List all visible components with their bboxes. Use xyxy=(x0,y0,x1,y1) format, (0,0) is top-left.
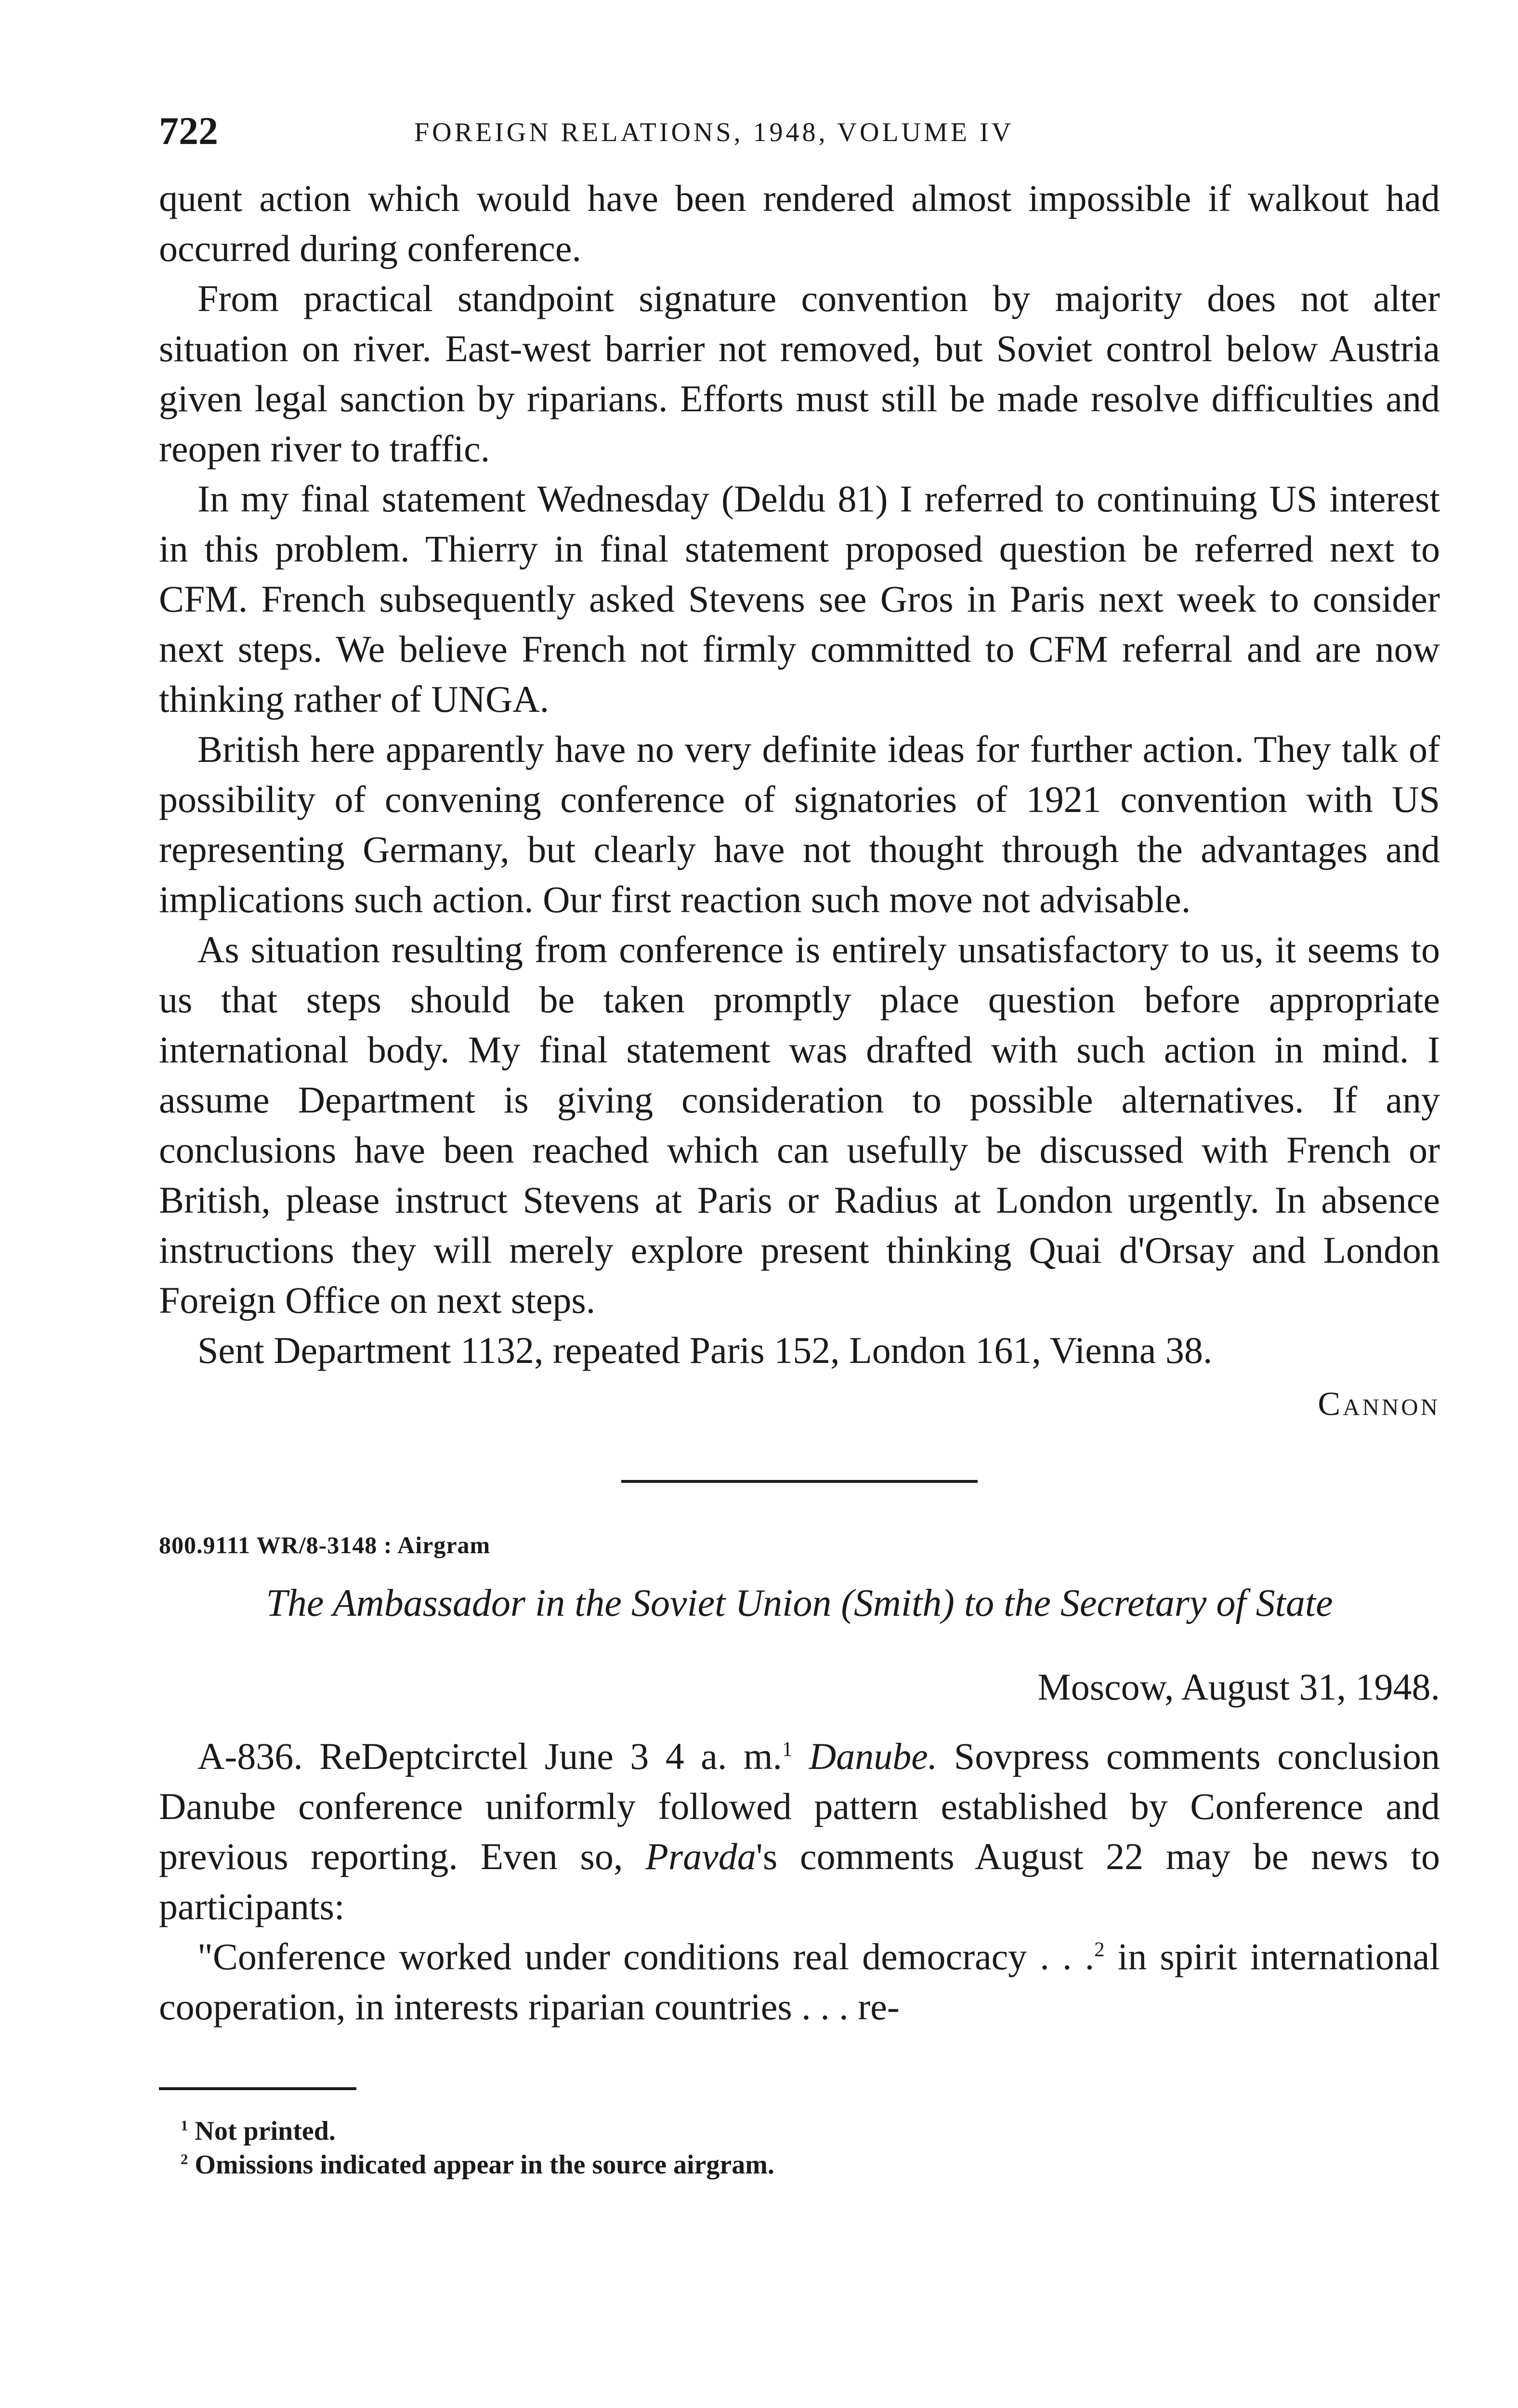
text-run: in spirit international cooperation, in interests riparian countries . . . re- xyxy=(159,1936,1440,2028)
page-number: 722 xyxy=(159,109,218,153)
running-head xyxy=(159,108,1440,161)
text-run: Sovpress comments conclusion Danube conference uniformly followed pattern established by Conference and previous reporting. Even so, xyxy=(159,1735,1440,1877)
text-run: A-836. ReDeptcirctel June 3 4 a. m. xyxy=(197,1735,782,1777)
paragraph xyxy=(159,1932,1440,2032)
document-page xyxy=(159,108,1440,2182)
footnote-mark: 2 xyxy=(181,2151,188,2168)
paragraph: quent action which would have been rendered almost impossible if walkout had occurred during conference. xyxy=(159,177,1440,269)
file-reference: 800.9111 WR/8-3148 : Airgram xyxy=(159,1531,491,1558)
paragraph: From practical standpoint signature convention by majority does not alter situation on river. East-west barrier not removed, but Soviet control below Austria given legal sanction by riparians. Efforts must still be made resolve difficulties and reopen river to traffic. xyxy=(159,277,1440,470)
airgram-body xyxy=(159,1731,1440,2032)
dateline: Moscow, August 31, 1948. xyxy=(1037,1666,1440,1708)
footnote-mark: 1 xyxy=(181,2117,188,2134)
paragraph xyxy=(159,1731,1440,1932)
footnote xyxy=(159,2148,1440,2182)
running-title: FOREIGN RELATIONS, 1948, VOLUME IV xyxy=(414,118,1014,147)
footnote xyxy=(159,2114,1440,2148)
footnotes xyxy=(159,2114,1440,2182)
text-run: 's comments August 22 may be news to participants: xyxy=(159,1835,1440,1927)
paragraph: As situation resulting from conference is entirely unsatisfactory to us, it seems to us that steps should be taken promptly place question before appropriate international body. My final statement was drafted with such action in mind. I assume Department is giving consideration to possible alternatives. If any conclusions have been reached which can usefully be discussed with French or British, please instruct Stevens at Paris or Radius at London urgently. In absence instructions they will merely explore present thinking Quai d'Orsay and London Foreign Office on next steps. xyxy=(159,929,1440,1321)
paragraph: British here apparently have no very definite ideas for further action. They talk of possibility of convening conference of signatories of 1921 convention with US representing Germany, but clearly have not thought through the advantages and implications such action. Our first reaction such move not advisable. xyxy=(159,728,1440,920)
distribution-line: Sent Department 1132, repeated Paris 152, London 161, Vienna 38. xyxy=(197,1329,1213,1371)
footnote-text: Not printed. xyxy=(195,2116,336,2146)
paragraph: In my final statement Wednesday (Deldu 81) I referred to continuing US interest in this problem. Thierry in final statement proposed question be referred next to CFM. French subsequently asked Stevens see Gros in Paris next week to consider next steps. We believe French not firmly committed to CFM referral and are now thinking rather of UNGA. xyxy=(159,478,1440,720)
footnote-text: Omissions indicated appear in the source airgram. xyxy=(195,2150,774,2180)
document-title: The Ambassador in the Soviet Union (Smith) to the Secretary of State xyxy=(266,1582,1333,1624)
footnote-ref: 2 xyxy=(1094,1938,1105,1961)
text-run: "Conference worked under conditions real democracy . . . xyxy=(197,1936,1095,1977)
telegram-body xyxy=(159,173,1440,1429)
text-run-italic: Pravda xyxy=(645,1835,756,1877)
signature: Cannon xyxy=(1318,1386,1440,1423)
section-divider xyxy=(621,1480,978,1483)
footnote-divider xyxy=(159,2087,356,2090)
footnote-ref: 1 xyxy=(782,1738,793,1761)
text-run-italic: Danube. xyxy=(809,1735,938,1777)
